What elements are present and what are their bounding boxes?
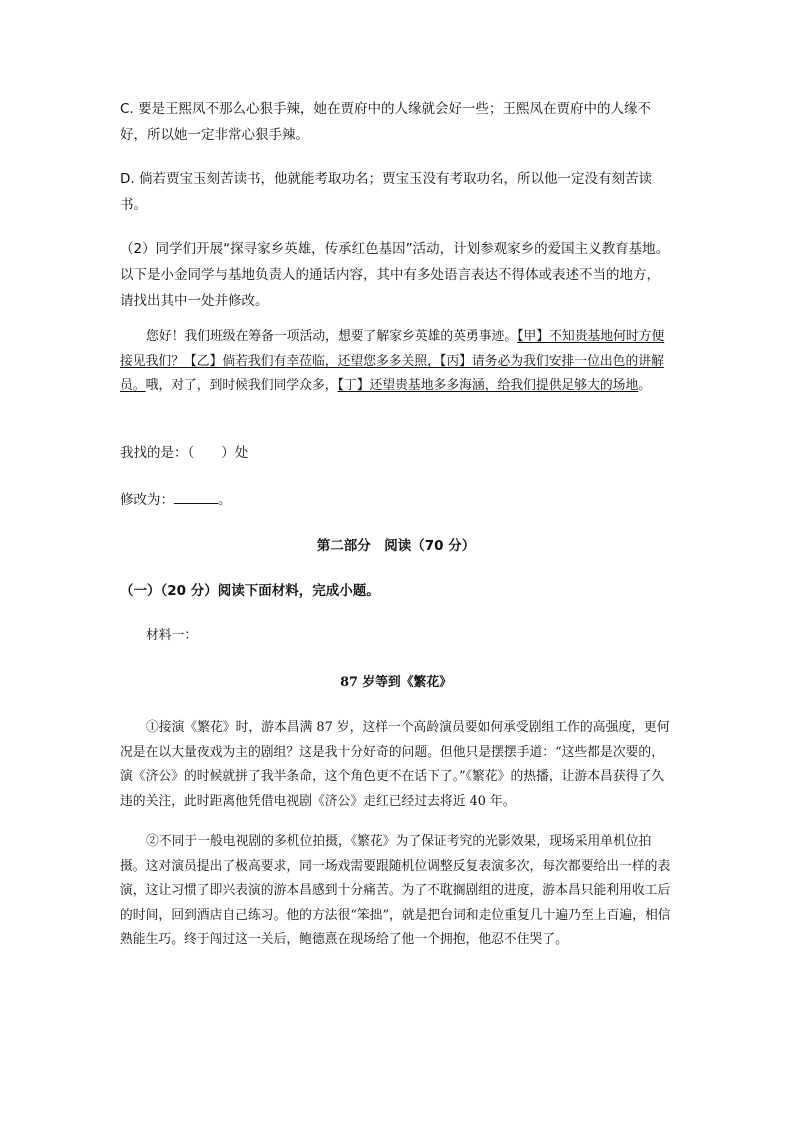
question-2: （2）同学们开展“探寻家乡英雄，传承红色基因”活动，计划参观家乡的爱国主义教育基地。以下是小金同学与基地负责人的通话内容，其中有多处语言表达不得体或表述不当的地方，请找出其中一处并修改。 [120,241,670,309]
call-ding: 【丁】还望贵基地多多海涵，给我们提供足够大的场地 [337,378,639,393]
part-2-heading: 第二部分 阅读（70 分） [316,538,476,554]
answer-fix-line [120,487,672,513]
call-end: 。 [638,378,652,393]
option-c: C. 要是王熙凤不那么心狠手辣，她在贾府中的人缘就会好一些；王熙凤在贾府中的人缘不好，所以她一定非常心狠手辣。 [120,101,652,143]
article-paragraph-2: ②不同于一般电视剧的多机位拍摄，《繁花》为了保证考究的光影效果，现场采用单机位拍摄。这对演员提出了极高要求，同一场戏需要跟随机位调整反复表演多次，每次都要给出一样的表演，这让习惯了即兴表演的游本昌感到十分痛苦。为了不耽搁剧组的进度，游本昌只能利用收工后的时间，回到酒店自己练习。他的方法很“笨拙”，就是把台词和走位重复几十遍乃至上百遍，相信熟能生巧。终于闯过这一关后，鲍德熹在现场给了他一个拥抱，他忍不住哭了。 [120,834,671,947]
article-title: 87 岁等到《繁花》 [340,675,452,690]
call-bing: 【丙】请务必为我们安排一位出色的讲解员。 [120,353,664,393]
phone-call-text [120,325,672,399]
fix-end: 。 [218,492,232,508]
fix-label: 修改为： [120,492,174,508]
material-1-label: 材料一： [146,628,198,643]
answer-blank[interactable] [174,489,218,504]
call-yi: 【乙】倘若我们有幸莅临，还望您多多关照， [183,353,440,369]
call-lead: 您好！我们班级在筹备一项活动，想要了解家乡英雄的英勇事迹。 [146,329,518,344]
section-1-heading: （一）（20 分）阅读下面材料，完成小题。 [120,583,380,599]
answer-found-line: 我找的是：（ ）处 [120,445,249,461]
option-d: D. 倘若贾宝玉刻苦读书，他就能考取功名；贾宝玉没有考取功名，所以他一定没有刻苦读书。 [120,171,652,213]
call-mid: 哦，对了，到时候我们同学众多， [145,378,338,393]
article-paragraph-1: ①接演《繁花》时，游本昌满 87 岁，这样一个高龄演员要如何承受剧组工作的高强度，更何况是在以大量夜戏为主的剧组？这是我十分好奇的问题。但他只是摆摆手道：“这些都是次要的，演《济公》的时候就拼了我半条命，这个角色更不在话下了。”《繁花》的热播，让游本昌获得了久违的关注，此时距离他凭借电视剧《济公》走红已经过去将近 40 年。 [120,720,670,809]
call-jia: 【甲】不知贵基地何时方便接见我们？ [120,329,665,369]
